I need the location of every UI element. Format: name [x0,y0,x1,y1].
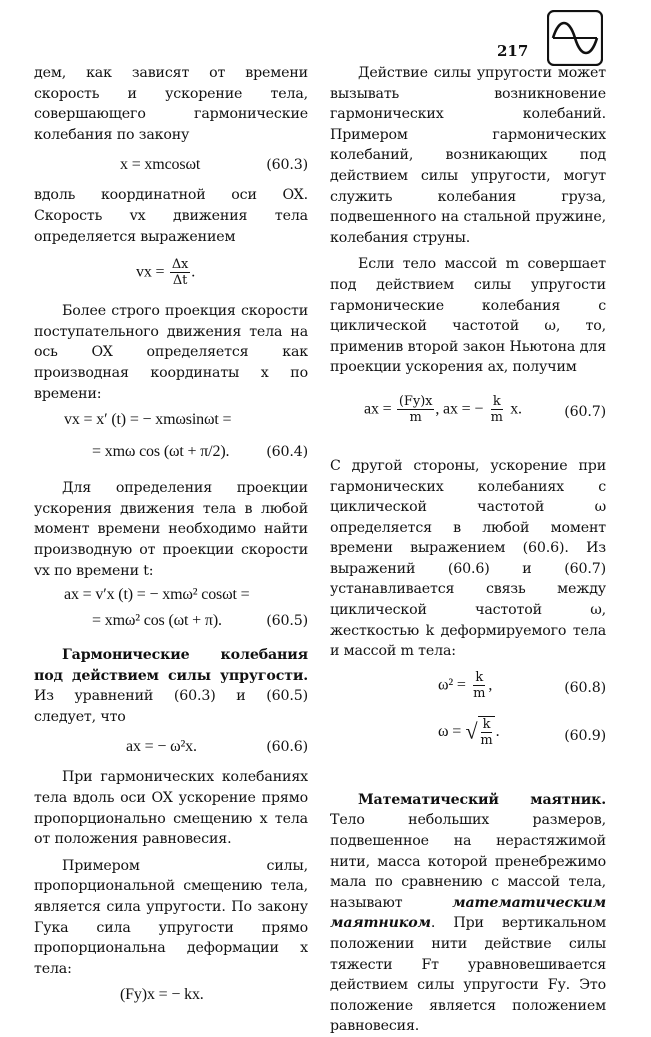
equation-end: , [488,676,493,694]
fraction [170,257,190,288]
paragraph-text: . При вертикальном положении нити действие силы тяжести Fт уравновешивается действием силы упругости Fу. Это положение является положением равновесия. [330,915,606,1035]
page-header [0,0,651,70]
equation-line-2: = xmω cos (ωt + π/2). [92,443,230,461]
equation-end: . [495,722,500,740]
paragraph: Для определения проекции ускорения движения тела в любой момент времени необходимо найти производную от проекции скорости vx по времени t: [34,480,308,579]
equation-body: ax = − ω²x. [126,738,197,756]
paragraph: вдоль координатной оси OX. Скорость vx движения тела определяется выражением [34,187,308,245]
fraction-numerator: k [492,393,501,409]
section-heading: Математический маятник. [358,791,606,808]
paragraph: С другой стороны, ускорение при гармонических колебаниях с циклической частотой ω определяется в любой момент времени выражением (60.6). Из выражений (60.6) и (60.7) устанавливается связь между циклической частотой ω, жесткостью k деформируемого тела и массой m тела: [330,457,606,660]
equation-60-9 [330,714,606,760]
fraction-numerator: k [482,716,491,732]
equation-end: x. [510,400,522,418]
equation-body: (Fу)x = − kx. [120,986,204,1004]
paragraph-text: Из уравнений (60.3) и (60.5) следует, что [34,688,308,725]
equation-60-5 [34,583,308,639]
paragraph: Более строго проекция скорости поступательного движения тела на ось OX определяется как производная координаты x по времени: [34,303,308,402]
paragraph: дем, как зависят от времени скорость и ускорение тела, совершающего гармонические колебания по закону [34,65,308,143]
equation-lhs: vx = [136,263,165,281]
fraction-denominator: m [473,685,486,701]
equation-60-6 [34,733,308,763]
paragraph: Действие силы упругости может вызывать возникновение гармонических колебаний. Примером гармонических колебаний, возникающих под действием силы упругости, могут служить колебания груза, подвешенного на стальной пружине, колебания струны. [330,65,606,246]
equation-hooke [34,983,308,1011]
left-column [34,63,308,1011]
sqrt-sign: √ [465,718,478,744]
fraction-denominator: Δt [172,273,188,289]
section-heading: Гармонические колебания под действием силы упругости. [34,647,308,684]
equation-60-8 [330,668,606,710]
fraction [478,716,494,748]
equation-60-7 [330,388,606,438]
equation-number: (60.4) [266,444,308,461]
fraction-numerator: (Fу)x [398,393,433,409]
equation-number: (60.5) [266,613,308,630]
fraction-denominator: m [409,409,422,425]
right-column [330,63,606,1037]
fraction-numerator: Δx [171,257,189,273]
sine-wave-icon [547,10,603,66]
page-number: 217 [497,42,529,60]
equation-velocity [34,251,308,293]
equation-line-1: ax = v′x (t) = − xmω² cosωt = [64,586,250,604]
equation-end: . [191,263,196,281]
equation-number: (60.6) [266,739,308,756]
equation-number: (60.7) [564,403,606,420]
paragraph-heading [34,645,308,727]
equation-line-1: vx = x′ (t) = − xmωsinωt = [64,411,232,429]
equation-60-3 [34,151,308,181]
equation-number: (60.9) [564,727,606,744]
fraction [489,394,505,425]
equation-lhs: ω² = [438,676,466,694]
fraction [471,670,487,701]
equation-number: (60.3) [266,157,308,174]
paragraph: Если тело массой m совершает под действием силы упругости гармонические колебания с циклической частотой ω, то, применив второй закон Ньютона для проекции ускорения ax, получим [330,256,606,376]
paragraph: Примером силы, пропорциональной смещению тела, является сила упругости. По закону Гука сила упругости прямо пропорциональна деформации x тела: [34,857,308,977]
fraction-numerator: k [475,669,484,685]
fraction-denominator: m [480,732,493,748]
equation-body: x = xmcosωt [120,156,201,174]
equation-lhs: ax = [364,400,392,418]
equation-lhs: ω = [438,722,462,740]
equation-number: (60.8) [564,679,606,696]
equation-60-4 [34,408,308,474]
equation-middle: , ax = − [435,400,484,418]
equation-line-2: = xmω² cos (ωt + π). [92,612,222,630]
defined-term: математическим маятником [330,894,606,932]
fraction [397,394,434,425]
fraction-denominator: m [490,409,503,425]
paragraph-text: Тело небольших размеров, подвешенное на нерастяжимой нити, масса которой пренебрежимо мала по сравнению с массой тела, называют [330,812,606,911]
paragraph: При гармонических колебаниях тела вдоль оси OX ускорение прямо пропорционально смещению x тела от положения равновесия. [34,769,308,848]
